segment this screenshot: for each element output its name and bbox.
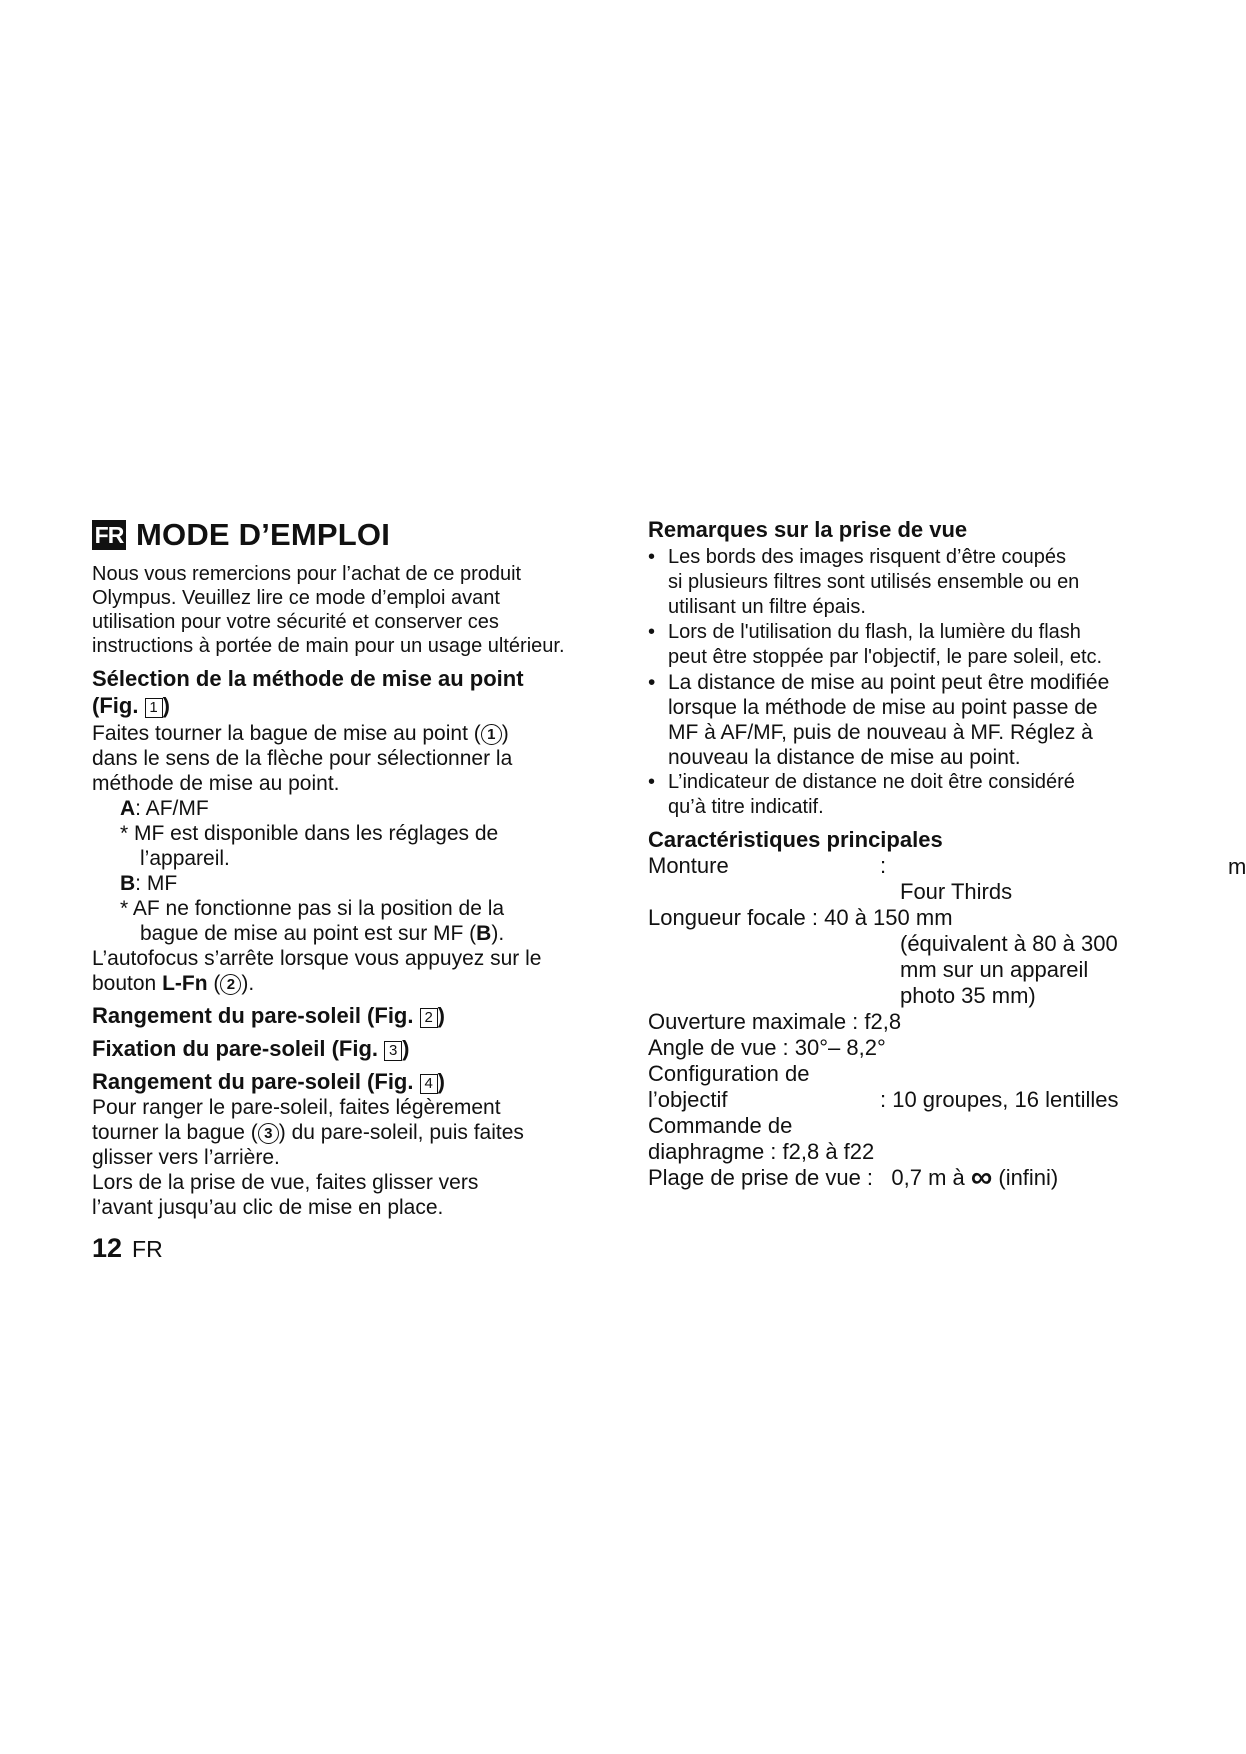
- list-line: • Lors de l'utilisation du flash, la lumière du flash: [668, 621, 1081, 643]
- focus-method-heading-fig: [92, 692, 612, 719]
- spec-value: : 10 groupes, 16 lentilles: [880, 1087, 1119, 1112]
- option-b-note: [92, 921, 612, 946]
- list-item: [648, 670, 1208, 770]
- specs-heading: Caractéristiques principales: [648, 827, 943, 852]
- section-heading: [92, 1002, 612, 1029]
- spec-range: [648, 1161, 1208, 1194]
- circled-1-icon: 1: [481, 724, 502, 745]
- language-badge: FR: [92, 520, 126, 550]
- fig-close: ): [162, 693, 170, 718]
- focus-text: [92, 721, 612, 746]
- storage-text: Pour ranger le pare-soleil, faites légèrement: [92, 1096, 501, 1119]
- text: tourner la bague (: [92, 1121, 258, 1144]
- spec-focal: Longueur focale : 40 à 150 mm: [648, 905, 953, 930]
- storage-text: l’avant jusqu’au clic de mise en place.: [92, 1196, 444, 1219]
- list-line: • Les bords des images risquent d’être coupés: [668, 546, 1067, 568]
- focus-method-heading: Sélection de la méthode de mise au point: [92, 666, 524, 691]
- intro-line: Olympus. Veuillez lire ce mode d’emploi avant: [92, 587, 500, 609]
- intro-line: instructions à portée de main pour un usage ultérieur.: [92, 635, 565, 657]
- spec-config: [648, 1087, 1208, 1113]
- spec-label: Monture: [648, 853, 729, 878]
- list-line: nouveau la distance de mise au point.: [668, 746, 1021, 769]
- text: ).: [241, 972, 255, 995]
- list-item: [648, 620, 1208, 670]
- circled-2-icon: 2: [220, 974, 241, 995]
- left-column: [92, 512, 612, 1220]
- remarks-heading: Remarques sur la prise de vue: [648, 517, 968, 542]
- option-a-note: * MF est disponible dans les réglages de: [120, 822, 499, 845]
- storage-text: glisser vers l’arrière.: [92, 1146, 280, 1169]
- text: (: [207, 972, 221, 995]
- text: ): [437, 1069, 445, 1094]
- figure-ref-4: 4: [420, 1074, 438, 1094]
- autofocus-text: L’autofocus s’arrête lorsque vous appuyez sur le: [92, 947, 542, 970]
- list-line: MF à AF/MF, puis de nouveau à MF. Réglez à: [668, 721, 1093, 744]
- page-language: FR: [132, 1236, 163, 1262]
- text: Rangement du pare-soleil (Fig.: [92, 1069, 414, 1094]
- figure-ref-3: 3: [384, 1041, 402, 1061]
- list-line: si plusieurs filtres sont utilisés ensemble ou en: [668, 571, 1080, 593]
- infinity-icon: ∞: [970, 1161, 993, 1194]
- text: Fixation du pare-soleil (Fig.: [92, 1036, 379, 1061]
- option-a: [92, 796, 612, 821]
- cropped-edge-text: m: [1228, 854, 1246, 879]
- spec-config: Configuration de: [648, 1061, 810, 1086]
- spec-focal-note: mm sur un appareil: [900, 957, 1089, 982]
- option-value: : AF/MF: [135, 797, 209, 820]
- text: Faites tourner la bague de mise au point (: [92, 722, 481, 745]
- right-column: [648, 516, 1208, 1194]
- text: ): [437, 1003, 445, 1028]
- spec-focal-note: (équivalent à 80 à 300: [900, 931, 1118, 956]
- storage-text: [92, 1120, 612, 1145]
- spec-diaphragm: diaphragme : f2,8 à f22: [648, 1139, 875, 1164]
- spec-text: (infini): [992, 1165, 1059, 1190]
- list-line: • L’indicateur de distance ne doit être considéré: [668, 771, 1075, 793]
- spec-colon: :: [880, 853, 887, 878]
- section-heading: [92, 1068, 612, 1095]
- list-line: lorsque la méthode de mise au point passe de: [668, 696, 1098, 719]
- autofocus-text: [92, 971, 612, 996]
- focus-text: dans le sens de la flèche pour sélectionner la: [92, 747, 513, 770]
- text: bouton: [92, 972, 163, 995]
- list-line: peut être stoppée par l'objectif, le pare soleil, etc.: [668, 646, 1103, 668]
- title-row: [92, 512, 612, 558]
- remarks-list: [648, 545, 1208, 820]
- page-number-value: 12: [92, 1233, 123, 1263]
- spec-aperture: Ouverture maximale : f2,8: [648, 1009, 902, 1034]
- intro-paragraph: [92, 562, 612, 658]
- fig-label: (Fig.: [92, 693, 139, 718]
- focus-text: méthode de mise au point.: [92, 772, 340, 795]
- intro-line: Nous vous remercions pour l’achat de ce produit: [92, 563, 522, 585]
- spec-focal-note: photo 35 mm): [900, 983, 1036, 1008]
- text: ): [501, 722, 509, 745]
- text: ).: [491, 922, 505, 945]
- list-line: • La distance de mise au point peut être modifiée: [668, 671, 1110, 694]
- button-name: L-Fn: [162, 972, 208, 995]
- spec-mount-value: Four Thirds: [900, 879, 1013, 904]
- text: ): [402, 1036, 410, 1061]
- circled-3-icon: 3: [258, 1123, 279, 1144]
- storage-text: Lors de la prise de vue, faites glisser vers: [92, 1171, 479, 1194]
- text: Rangement du pare-soleil (Fig.: [92, 1003, 414, 1028]
- spec-diaphragm: Commande de: [648, 1113, 793, 1138]
- list-line: utilisant un filtre épais.: [668, 596, 866, 618]
- intro-line: utilisation pour votre sécurité et conserver ces: [92, 611, 499, 633]
- spec-angle: Angle de vue : 30°– 8,2°: [648, 1035, 886, 1060]
- page-number: [92, 1233, 163, 1264]
- spec-mount: [648, 853, 1208, 879]
- list-item: [648, 770, 1208, 820]
- spec-text: Plage de prise de vue : 0,7 m à: [648, 1165, 971, 1190]
- option-b: [92, 871, 612, 896]
- text-bold: B: [476, 922, 492, 945]
- section-heading: [92, 1035, 612, 1062]
- option-b-note: * AF ne fonctionne pas si la position de la: [120, 897, 505, 920]
- option-value: : MF: [135, 872, 178, 895]
- figure-ref-1: 1: [145, 698, 163, 718]
- option-key: B: [120, 872, 136, 895]
- text: ) du pare-soleil, puis faites: [278, 1121, 524, 1144]
- list-line: qu’à titre indicatif.: [668, 796, 824, 818]
- list-item: [648, 545, 1208, 620]
- spec-label: l’objectif: [648, 1087, 728, 1112]
- text: bague de mise au point est sur MF (: [140, 922, 477, 945]
- page-title: MODE D’EMPLOI: [136, 517, 391, 552]
- option-key: A: [120, 797, 136, 820]
- figure-ref-2: 2: [420, 1008, 438, 1028]
- option-a-note: l’appareil.: [140, 847, 230, 870]
